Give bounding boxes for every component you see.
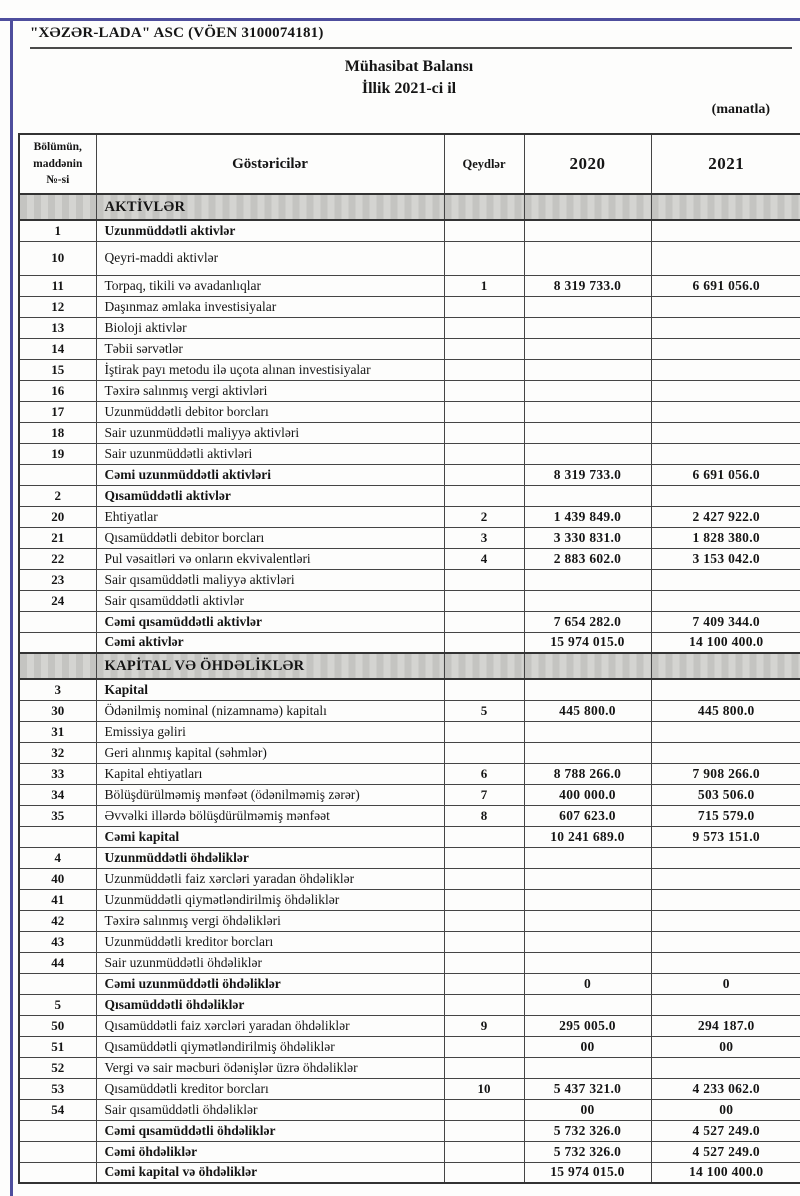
row-2021-cell: 14 100 400.0 — [651, 632, 800, 653]
row-2020-cell — [524, 422, 651, 443]
row-2021-cell — [651, 721, 800, 742]
row-2021-cell — [651, 220, 800, 241]
row-note-cell — [444, 464, 524, 485]
row-2020-cell: 0 — [524, 973, 651, 994]
table-row — [19, 443, 800, 464]
row-2020-cell: 8 788 266.0 — [524, 763, 651, 784]
row-label-cell: Qısamüddətli öhdəliklər — [96, 994, 444, 1015]
row-label-cell: Cəmi qısamüddətli öhdəliklər — [96, 1120, 444, 1141]
row-label-cell: Sair qısamüddətli aktivlər — [96, 590, 444, 611]
row-2020-cell: 607 623.0 — [524, 805, 651, 826]
table-header-row — [19, 134, 800, 194]
row-note-cell — [444, 1057, 524, 1078]
row-2021-cell: 445 800.0 — [651, 700, 800, 721]
total-row — [19, 1120, 800, 1141]
total-row — [19, 1141, 800, 1162]
row-2021-cell — [651, 742, 800, 763]
row-label-cell: Qısamüddətli debitor borcları — [96, 527, 444, 548]
table-row — [19, 805, 800, 826]
total-row — [19, 1162, 800, 1183]
row-2020-cell: 5 732 326.0 — [524, 1141, 651, 1162]
row-no-cell: 4 — [19, 847, 96, 868]
row-note-cell: 6 — [444, 763, 524, 784]
row-note-cell — [444, 653, 524, 679]
row-2020-cell — [524, 952, 651, 973]
row-label-cell: Sair qısamüddətli maliyyə aktivləri — [96, 569, 444, 590]
row-note-cell: 4 — [444, 548, 524, 569]
row-note-cell — [444, 317, 524, 338]
table-row — [19, 910, 800, 931]
row-note-cell — [444, 721, 524, 742]
page-border-top — [0, 18, 800, 21]
row-2020-cell — [524, 338, 651, 359]
row-2020-cell: 445 800.0 — [524, 700, 651, 721]
row-label-cell: Cəmi kapital — [96, 826, 444, 847]
row-label-cell: Uzunmüddətli öhdəliklər — [96, 847, 444, 868]
table-row — [19, 422, 800, 443]
row-2021-cell — [651, 952, 800, 973]
row-note-cell — [444, 847, 524, 868]
row-label-cell: Təbii sərvətlər — [96, 338, 444, 359]
row-label-cell: Kapital — [96, 679, 444, 700]
row-2020-cell — [524, 359, 651, 380]
total-row — [19, 611, 800, 632]
row-2021-cell: 14 100 400.0 — [651, 1162, 800, 1183]
row-2020-cell: 8 319 733.0 — [524, 464, 651, 485]
row-note-cell: 9 — [444, 1015, 524, 1036]
row-2020-cell: 2 883 602.0 — [524, 548, 651, 569]
row-2020-cell — [524, 569, 651, 590]
row-2021-cell: 6 691 056.0 — [651, 464, 800, 485]
row-no-cell: 19 — [19, 443, 96, 464]
row-2021-cell — [651, 679, 800, 700]
row-2020-cell — [524, 847, 651, 868]
row-no-cell: 5 — [19, 994, 96, 1015]
row-2021-cell — [651, 422, 800, 443]
row-note-cell — [444, 194, 524, 220]
section-header-row — [19, 653, 800, 679]
row-no-cell — [19, 464, 96, 485]
col-header-indicators: Göstəricilər — [96, 134, 444, 194]
row-2021-cell: 0 — [651, 973, 800, 994]
row-no-cell — [19, 653, 96, 679]
row-2021-cell — [651, 847, 800, 868]
table-row — [19, 506, 800, 527]
table-row — [19, 527, 800, 548]
row-label-cell: Cəmi qısamüddətli aktivlər — [96, 611, 444, 632]
table-row — [19, 241, 800, 275]
row-no-cell: 51 — [19, 1036, 96, 1057]
row-no-cell: 17 — [19, 401, 96, 422]
table-row — [19, 1015, 800, 1036]
table-row — [19, 296, 800, 317]
row-label-cell: Sair uzunmüddətli aktivləri — [96, 443, 444, 464]
row-2021-cell — [651, 443, 800, 464]
row-note-cell — [444, 611, 524, 632]
col-header-no-line2: maddənin — [33, 157, 83, 170]
row-2020-cell: 3 330 831.0 — [524, 527, 651, 548]
row-2021-cell — [651, 931, 800, 952]
row-2020-cell — [524, 653, 651, 679]
table-row — [19, 485, 800, 506]
total-row — [19, 973, 800, 994]
table-row — [19, 994, 800, 1015]
row-label-cell: Cəmi kapital və öhdəliklər — [96, 1162, 444, 1183]
row-note-cell — [444, 401, 524, 422]
row-no-cell: 33 — [19, 763, 96, 784]
table-row — [19, 742, 800, 763]
row-note-cell: 7 — [444, 784, 524, 805]
row-2021-cell — [651, 994, 800, 1015]
row-note-cell — [444, 485, 524, 506]
row-note-cell — [444, 338, 524, 359]
table-row — [19, 889, 800, 910]
row-label-cell: Daşınmaz əmlaka investisiyalar — [96, 296, 444, 317]
table-row — [19, 847, 800, 868]
row-2020-cell — [524, 679, 651, 700]
row-2020-cell — [524, 194, 651, 220]
row-2020-cell: 10 241 689.0 — [524, 826, 651, 847]
row-note-cell — [444, 910, 524, 931]
table-row — [19, 868, 800, 889]
row-note-cell — [444, 443, 524, 464]
row-2020-cell — [524, 296, 651, 317]
row-label-cell: Cəmi uzunmüddətli aktivləri — [96, 464, 444, 485]
header-divider — [30, 47, 792, 49]
row-no-cell: 18 — [19, 422, 96, 443]
row-note-cell — [444, 632, 524, 653]
row-label-cell: Pul vəsaitləri və onların ekvivalentləri — [96, 548, 444, 569]
row-no-cell: 52 — [19, 1057, 96, 1078]
row-2021-cell: 3 153 042.0 — [651, 548, 800, 569]
row-label-cell: Torpaq, tikili və avadanlıqlar — [96, 275, 444, 296]
row-note-cell — [444, 931, 524, 952]
row-note-cell — [444, 590, 524, 611]
row-2021-cell — [651, 590, 800, 611]
col-header-notes: Qeydlər — [444, 134, 524, 194]
document-title-block — [18, 56, 800, 99]
row-2021-cell — [651, 889, 800, 910]
row-no-cell: 12 — [19, 296, 96, 317]
row-label-cell: Cəmi öhdəliklər — [96, 1141, 444, 1162]
row-no-cell: 23 — [19, 569, 96, 590]
row-note-cell — [444, 742, 524, 763]
row-no-cell — [19, 826, 96, 847]
row-2021-cell: 00 — [651, 1099, 800, 1120]
row-no-cell — [19, 611, 96, 632]
row-no-cell: 41 — [19, 889, 96, 910]
row-note-cell — [444, 220, 524, 241]
table-row — [19, 931, 800, 952]
row-label-cell: Qısamüddətli aktivlər — [96, 485, 444, 506]
row-no-cell: 53 — [19, 1078, 96, 1099]
row-2020-cell — [524, 590, 651, 611]
row-2020-cell: 00 — [524, 1099, 651, 1120]
row-note-cell — [444, 359, 524, 380]
row-2020-cell: 5 732 326.0 — [524, 1120, 651, 1141]
row-2021-cell: 294 187.0 — [651, 1015, 800, 1036]
row-label-cell: Cəmi uzunmüddətli öhdəliklər — [96, 973, 444, 994]
row-note-cell — [444, 422, 524, 443]
row-no-cell: 35 — [19, 805, 96, 826]
row-note-cell: 8 — [444, 805, 524, 826]
row-2020-cell: 15 974 015.0 — [524, 1162, 651, 1183]
row-label-cell: Ehtiyatlar — [96, 506, 444, 527]
row-2020-cell: 15 974 015.0 — [524, 632, 651, 653]
row-2020-cell: 295 005.0 — [524, 1015, 651, 1036]
row-label-cell: Uzunmüddətli faiz xərcləri yaradan öhdəliklər — [96, 868, 444, 889]
row-no-cell: 3 — [19, 679, 96, 700]
row-2020-cell — [524, 1057, 651, 1078]
row-no-cell: 21 — [19, 527, 96, 548]
row-2020-cell — [524, 443, 651, 464]
currency-note: (manatla) — [711, 102, 770, 117]
row-label-cell: Cəmi aktivlər — [96, 632, 444, 653]
table-row — [19, 380, 800, 401]
row-note-cell — [444, 952, 524, 973]
row-2020-cell: 00 — [524, 1036, 651, 1057]
row-note-cell — [444, 994, 524, 1015]
table-row — [19, 548, 800, 569]
col-header-section-no — [19, 134, 96, 194]
row-2020-cell: 7 654 282.0 — [524, 611, 651, 632]
row-label-cell: Uzunmüddətli qiymətləndirilmiş öhdəliklər — [96, 889, 444, 910]
row-2021-cell: 6 691 056.0 — [651, 275, 800, 296]
table-row — [19, 317, 800, 338]
row-note-cell: 3 — [444, 527, 524, 548]
row-2021-cell — [651, 359, 800, 380]
row-2020-cell: 400 000.0 — [524, 784, 651, 805]
row-2020-cell — [524, 220, 651, 241]
row-2020-cell — [524, 317, 651, 338]
row-2020-cell — [524, 868, 651, 889]
row-note-cell — [444, 1036, 524, 1057]
row-2021-cell — [651, 380, 800, 401]
row-no-cell — [19, 194, 96, 220]
row-2020-cell — [524, 721, 651, 742]
row-2021-cell: 00 — [651, 1036, 800, 1057]
row-2020-cell: 1 439 849.0 — [524, 506, 651, 527]
table-row — [19, 679, 800, 700]
table-row — [19, 569, 800, 590]
col-header-no-line3: №-si — [46, 174, 70, 187]
row-no-cell: 2 — [19, 485, 96, 506]
row-2021-cell — [651, 241, 800, 275]
row-2021-cell — [651, 401, 800, 422]
row-2021-cell: 9 573 151.0 — [651, 826, 800, 847]
row-no-cell: 34 — [19, 784, 96, 805]
table-row — [19, 721, 800, 742]
row-note-cell — [444, 1162, 524, 1183]
col-header-2021: 2021 — [651, 134, 800, 194]
row-2021-cell — [651, 296, 800, 317]
row-no-cell: 20 — [19, 506, 96, 527]
row-no-cell — [19, 632, 96, 653]
row-2021-cell — [651, 653, 800, 679]
row-2021-cell: 715 579.0 — [651, 805, 800, 826]
row-2021-cell: 4 527 249.0 — [651, 1120, 800, 1141]
row-no-cell: 43 — [19, 931, 96, 952]
row-label-cell: Sair qısamüddətli öhdəliklər — [96, 1099, 444, 1120]
row-note-cell — [444, 569, 524, 590]
row-2020-cell — [524, 931, 651, 952]
total-row — [19, 632, 800, 653]
row-note-cell — [444, 889, 524, 910]
row-label-cell: Bioloji aktivlər — [96, 317, 444, 338]
row-2020-cell — [524, 380, 651, 401]
row-note-cell — [444, 241, 524, 275]
row-2021-cell — [651, 338, 800, 359]
row-2021-cell — [651, 1057, 800, 1078]
row-no-cell: 14 — [19, 338, 96, 359]
row-no-cell — [19, 973, 96, 994]
row-label-cell: Əvvəlki illərdə bölüşdürülməmiş mənfəət — [96, 805, 444, 826]
table-row — [19, 763, 800, 784]
row-note-cell — [444, 296, 524, 317]
table-row — [19, 359, 800, 380]
row-label-cell: Qısamüddətli faiz xərcləri yaradan öhdəliklər — [96, 1015, 444, 1036]
table-row — [19, 220, 800, 241]
row-note-cell — [444, 1141, 524, 1162]
row-2021-cell — [651, 194, 800, 220]
row-no-cell: 32 — [19, 742, 96, 763]
row-2021-cell — [651, 317, 800, 338]
row-2021-cell — [651, 569, 800, 590]
row-note-cell — [444, 1099, 524, 1120]
table-row — [19, 401, 800, 422]
row-label-cell: Uzunmüddətli debitor borcları — [96, 401, 444, 422]
document-period: İllik 2021-ci il — [361, 79, 457, 97]
row-2021-cell: 4 527 249.0 — [651, 1141, 800, 1162]
table-row — [19, 1057, 800, 1078]
row-note-cell — [444, 868, 524, 889]
row-label-cell: Emissiya gəliri — [96, 721, 444, 742]
row-2020-cell — [524, 994, 651, 1015]
row-2020-cell — [524, 910, 651, 931]
row-2021-cell: 2 427 922.0 — [651, 506, 800, 527]
row-2020-cell — [524, 241, 651, 275]
row-2020-cell — [524, 401, 651, 422]
row-2021-cell — [651, 868, 800, 889]
total-row — [19, 826, 800, 847]
row-label-cell: Uzunmüddətli kreditor borcları — [96, 931, 444, 952]
row-label-cell: Sair uzunmüddətli maliyyə aktivləri — [96, 422, 444, 443]
row-no-cell: 31 — [19, 721, 96, 742]
row-no-cell: 10 — [19, 241, 96, 275]
table-row — [19, 275, 800, 296]
row-label-cell: İştirak payı metodu ilə uçota alınan investisiyalar — [96, 359, 444, 380]
row-no-cell: 15 — [19, 359, 96, 380]
table-row — [19, 952, 800, 973]
row-no-cell: 42 — [19, 910, 96, 931]
row-label-cell: Qısamüddətli qiymətləndirilmiş öhdəliklər — [96, 1036, 444, 1057]
table-row — [19, 1036, 800, 1057]
row-label-cell: Qeyri-maddi aktivlər — [96, 241, 444, 275]
row-note-cell — [444, 679, 524, 700]
row-no-cell: 54 — [19, 1099, 96, 1120]
row-note-cell — [444, 826, 524, 847]
row-note-cell: 2 — [444, 506, 524, 527]
page-border-left — [10, 18, 13, 1196]
row-2021-cell: 7 409 344.0 — [651, 611, 800, 632]
row-2021-cell: 4 233 062.0 — [651, 1078, 800, 1099]
balance-sheet-table — [18, 133, 800, 1184]
row-label-cell: Geri alınmış kapital (səhmlər) — [96, 742, 444, 763]
row-label-cell: Təxirə salınmış vergi aktivləri — [96, 380, 444, 401]
document-title: Mühasibat Balansı — [344, 58, 474, 75]
row-2021-cell: 1 828 380.0 — [651, 527, 800, 548]
row-2021-cell — [651, 485, 800, 506]
row-no-cell: 30 — [19, 700, 96, 721]
row-label-cell: Bölüşdürülməmiş mənfəət (ödənilməmiş zərər) — [96, 784, 444, 805]
row-2020-cell: 5 437 321.0 — [524, 1078, 651, 1099]
row-no-cell: 13 — [19, 317, 96, 338]
row-label-cell: Vergi və sair məcburi ödənişlər üzrə öhdəliklər — [96, 1057, 444, 1078]
row-2020-cell — [524, 889, 651, 910]
row-label-cell: Təxirə salınmış vergi öhdəlikləri — [96, 910, 444, 931]
row-note-cell: 10 — [444, 1078, 524, 1099]
row-2021-cell: 7 908 266.0 — [651, 763, 800, 784]
row-no-cell: 16 — [19, 380, 96, 401]
row-2020-cell — [524, 485, 651, 506]
row-note-cell: 1 — [444, 275, 524, 296]
row-2021-cell: 503 506.0 — [651, 784, 800, 805]
row-label-cell: Sair uzunmüddətli öhdəliklər — [96, 952, 444, 973]
row-no-cell: 22 — [19, 548, 96, 569]
row-no-cell — [19, 1162, 96, 1183]
table-row — [19, 1078, 800, 1099]
row-label-cell: KAPİTAL VƏ ÖHDƏLİKLƏR — [96, 653, 444, 679]
row-no-cell — [19, 1141, 96, 1162]
row-no-cell: 50 — [19, 1015, 96, 1036]
row-label-cell: Ödənilmiş nominal (nizamnamə) kapitalı — [96, 700, 444, 721]
row-note-cell — [444, 973, 524, 994]
table-row — [19, 1099, 800, 1120]
row-no-cell: 44 — [19, 952, 96, 973]
total-row — [19, 464, 800, 485]
row-label-cell: Kapital ehtiyatları — [96, 763, 444, 784]
section-header-row — [19, 194, 800, 220]
row-label-cell: Uzunmüddətli aktivlər — [96, 220, 444, 241]
row-2020-cell — [524, 742, 651, 763]
row-note-cell: 5 — [444, 700, 524, 721]
table-row — [19, 784, 800, 805]
row-no-cell: 40 — [19, 868, 96, 889]
row-no-cell: 1 — [19, 220, 96, 241]
row-no-cell — [19, 1120, 96, 1141]
table-row — [19, 590, 800, 611]
row-no-cell: 24 — [19, 590, 96, 611]
col-header-no-line1: Bölümün, — [33, 140, 82, 153]
row-2020-cell: 8 319 733.0 — [524, 275, 651, 296]
row-label-cell: Qısamüddətli kreditor borcları — [96, 1078, 444, 1099]
row-no-cell: 11 — [19, 275, 96, 296]
table-row — [19, 338, 800, 359]
row-note-cell — [444, 1120, 524, 1141]
row-2021-cell — [651, 910, 800, 931]
col-header-2020: 2020 — [524, 134, 651, 194]
row-note-cell — [444, 380, 524, 401]
company-name: "XƏZƏR-LADA" ASC (VÖEN 3100074181) — [30, 25, 324, 41]
table-row — [19, 700, 800, 721]
row-label-cell: AKTİVLƏR — [96, 194, 444, 220]
